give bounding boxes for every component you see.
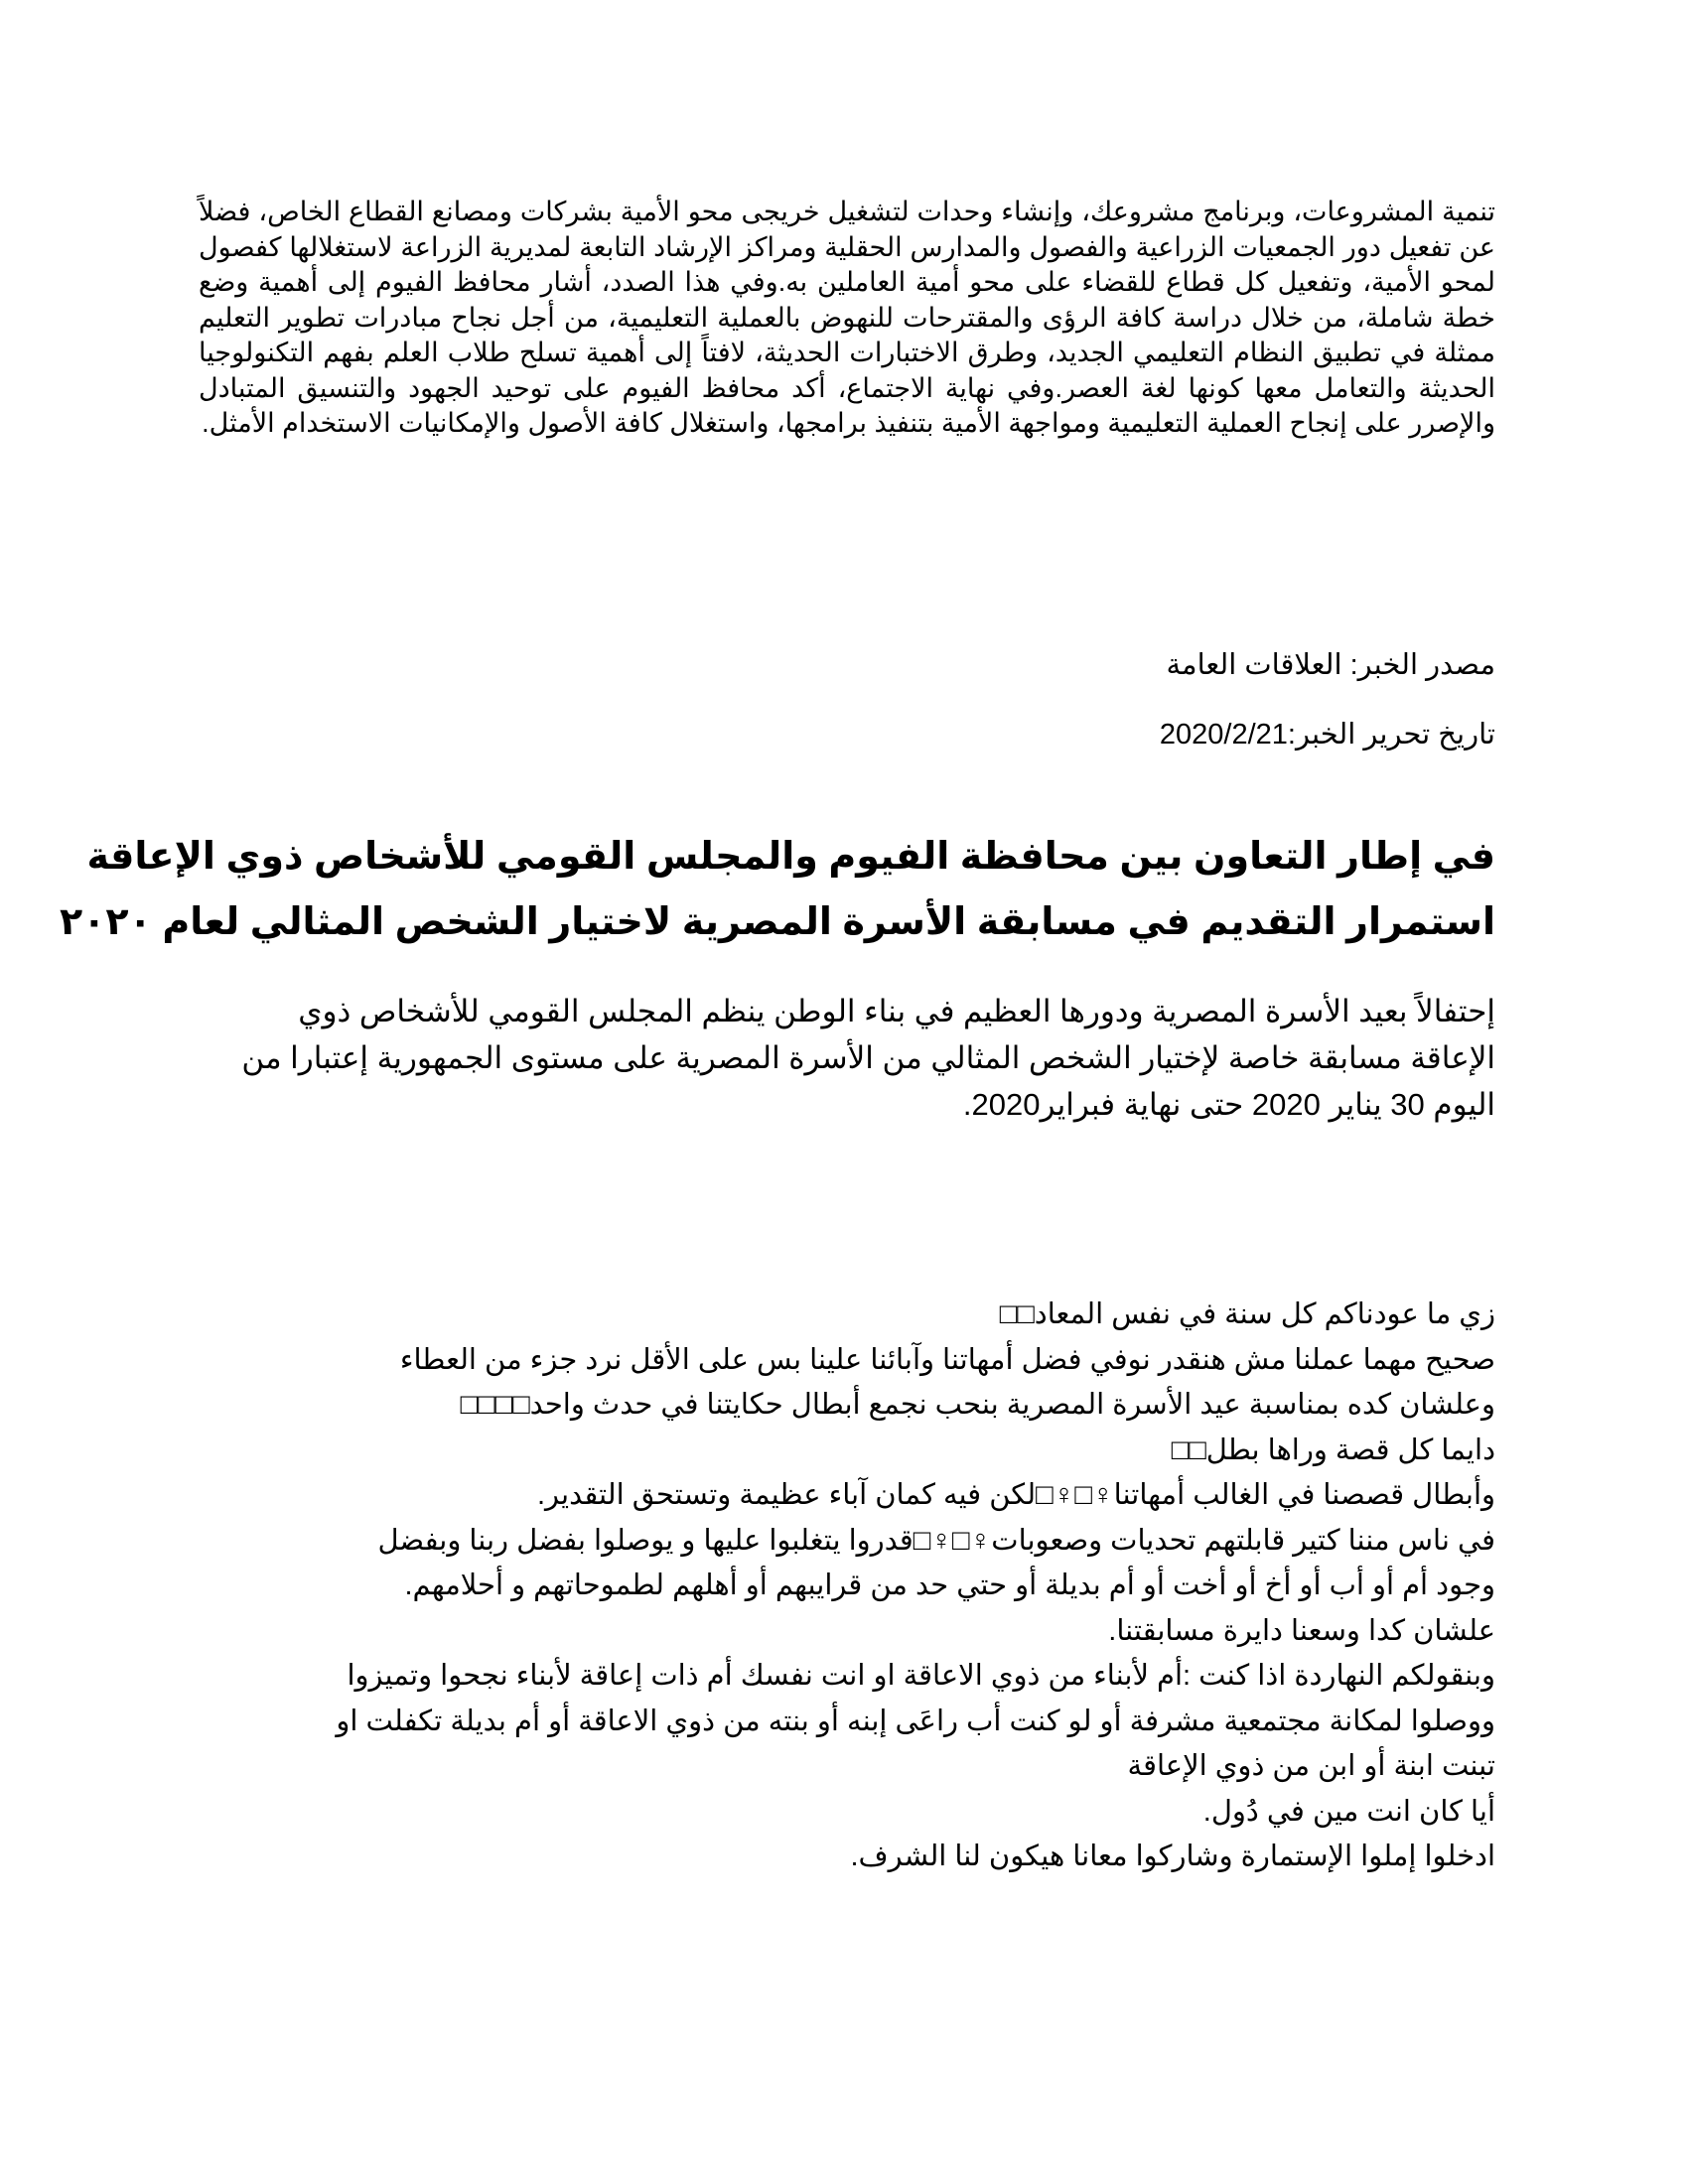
post-line-11: تبنت ابنة أو ابن من ذوي الإعاقة: [1127, 1750, 1495, 1782]
post-line-4: دايما كل قصة وراها بطل□□: [1171, 1433, 1495, 1466]
announcement-post: [189, 1293, 1495, 1880]
post-line-12: أيا كان انت مين في دُول.: [1202, 1795, 1495, 1828]
headline-line-2: استمرار التقديم في مسابقة الأسرة المصرية لاختيار الشخص المثالي لعام ٢٠٢٠: [60, 901, 1495, 943]
post-line-1: زي ما عودناكم كل سنة في نفس المعاد□□: [999, 1298, 1495, 1330]
news-date: تاريخ تحرير الخبر:2020/2/21: [1159, 719, 1495, 751]
intro-line-3: اليوم 30 يناير 2020 حتى نهاية فبراير2020.: [962, 1087, 1495, 1122]
intro-line-1: إحتفالاً بعيد الأسرة المصرية ودورها العظيم في بناء الوطن ينظم المجلس القومي للأشخاص ذوي: [298, 994, 1495, 1028]
post-line-6: في ناس مننا كتير قابلتهم تحديات وصعوبات♀□♀□قدروا يتغلبوا عليها و يوصلوا بفضل ربنا وبفضل: [377, 1524, 1495, 1557]
post-line-10: ووصلوا لمكانة مجتمعية مشرفة أو لو كنت أب راعَى إبنه أو بنته من ذوي الاعاقة أو أم بديلة تكفلت او: [336, 1705, 1495, 1737]
intro-paragraph: [241, 988, 1495, 1128]
post-line-7: وجود أم أو أب أو أخ أو أخت أو أم بديلة أو حتي حد من قرايبهم أو أهلهم لطموحاتهم و أحلامهم.: [404, 1570, 1495, 1601]
top-paragraph: تنمية المشروعات، وبرنامج مشروعك، وإنشاء وحدات لتشغيل خريجى محو الأمية بشركات ومصانع القطاع الخاص، فضلاً عن تفعيل دور الجمعيات الزراعية والفصول والمدارس الحقلية ومراكز الإرشاد التابعة لمديرية الزراعة لاستغلالها كفصول لمحو الأمية، وتفعيل كل قطاع للقضاء على محو أمية العاملين به.وفي هذا الصدد، أشار محافظ الفيوم إلى أهمية وضع خطة شاملة، من خلال دراسة كافة الرؤى والمقترحات للنهوض بالعملية التعليمية، من أجل نجاح مبادرات تطوير التعليم ممثلة في تطبيق النظام التعليمي الجديد، وطرق الاختبارات الحديثة، لافتاً إلى أهمية تسلح طلاب العلم بفهم التكنولوجيا الحديثة والتعامل معها كونها لغة العصر.وفي نهاية الاجتماع، أكد محافظ الفيوم على توحيد الجهود والتنسيق المتبادل والإصرر على إنجاح العملية التعليمية ومواجهة الأمية بتنفيذ برامجها، واستغلال كافة الأصول والإمكانيات الاستخدام الأمثل.: [199, 197, 1495, 438]
headline-line-1: في إطار التعاون بين محافظة الفيوم والمجلس القومي للأشخاص ذوي الإعاقة: [86, 836, 1495, 878]
intro-line-2: الإعاقة مسابقة خاصة لإختيار الشخص المثالي من الأسرة المصرية على مستوى الجمهورية إعتبارا من: [241, 1040, 1495, 1075]
news-source: مصدر الخبر: العلاقات العامة: [1166, 649, 1495, 681]
post-line-5: وأبطال قصصنا في الغالب أمهاتنا♀□♀□لكن فيه كمان آباء عظيمة وتستحق التقدير.: [536, 1479, 1495, 1511]
post-line-13: ادخلوا إملوا الإستمارة وشاركوا معانا هيكون لنا الشرف.: [850, 1841, 1495, 1872]
post-line-3: وعلشان كده بمناسبة عيد الأسرة المصرية بنحب نجمع أبطال حكايتنا في حدث واحد□□□□: [460, 1389, 1495, 1421]
headline: [60, 824, 1495, 955]
post-line-2: صحيح مهما عملنا مش هنقدر نوفي فضل أمهاتنا وآبائنا علينا بس على الأقل نرد جزء من العطاء: [399, 1343, 1495, 1376]
post-line-8: علشان كدا وسعنا دايرة مسابقتنا.: [1108, 1614, 1495, 1647]
post-line-9: وبنقولكم النهاردة اذا كنت :أم لأبناء من ذوي الاعاقة او انت نفسك أم ذات إعاقة لأبناء نجحوا وتميزوا: [347, 1660, 1495, 1692]
